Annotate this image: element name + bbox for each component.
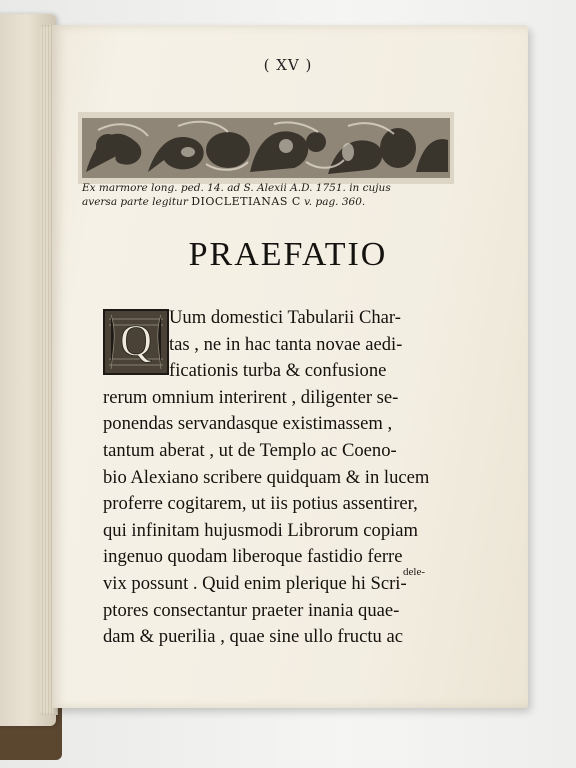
text-line: ptores consectantur praeter inania quae- [103, 599, 400, 621]
preface-body [103, 305, 433, 651]
text-line: ficationis turba & confusione [169, 360, 387, 382]
inscription-line-2-start: aversa parte legitur [82, 196, 188, 208]
frieze-inscription [82, 182, 454, 209]
text-line: vix possunt . Quid enim plerique hi Scri- [103, 572, 407, 594]
text-line: Uum domestici Tabularii Char- [169, 307, 401, 328]
page-title: PRAEFATIO [188, 236, 388, 273]
page-number: ( XV ) [263, 56, 313, 74]
initial-letter: Q [120, 316, 152, 365]
text-line: bio Alexiano scribere quidquam & in lucem [103, 466, 430, 488]
inscription-line-2-end: v. pag. 360. [304, 196, 366, 208]
text-line: ponendas servandasque existimassem , [103, 413, 393, 435]
text-line: proferre cogitarem, ut iis potius assentirer, [103, 493, 418, 515]
text-line: tas , ne in hac tanta novae aedi- [169, 333, 403, 355]
engraved-frieze [78, 112, 454, 184]
text-line: ingenuo quodam liberoque fastidio ferre [103, 546, 403, 568]
inscription-line-1: Ex marmore long. ped. 14. ad S. Alexii A.D. 1751. in cujus [82, 182, 391, 194]
text-line: dam & puerilia , quae sine ullo fructu ac [103, 626, 403, 648]
inscription-caps: DIOCLETIANAS C [191, 195, 301, 208]
text-line: qui infinitam hujusmodi Librorum copiam [103, 519, 419, 541]
text-line: rerum omnium interirent , diligenter se- [103, 386, 399, 408]
inscription-line-2 [82, 195, 454, 209]
text-line: tantum aberat , ut de Templo ac Coeno- [103, 439, 397, 461]
catchword: dele- [403, 566, 425, 578]
